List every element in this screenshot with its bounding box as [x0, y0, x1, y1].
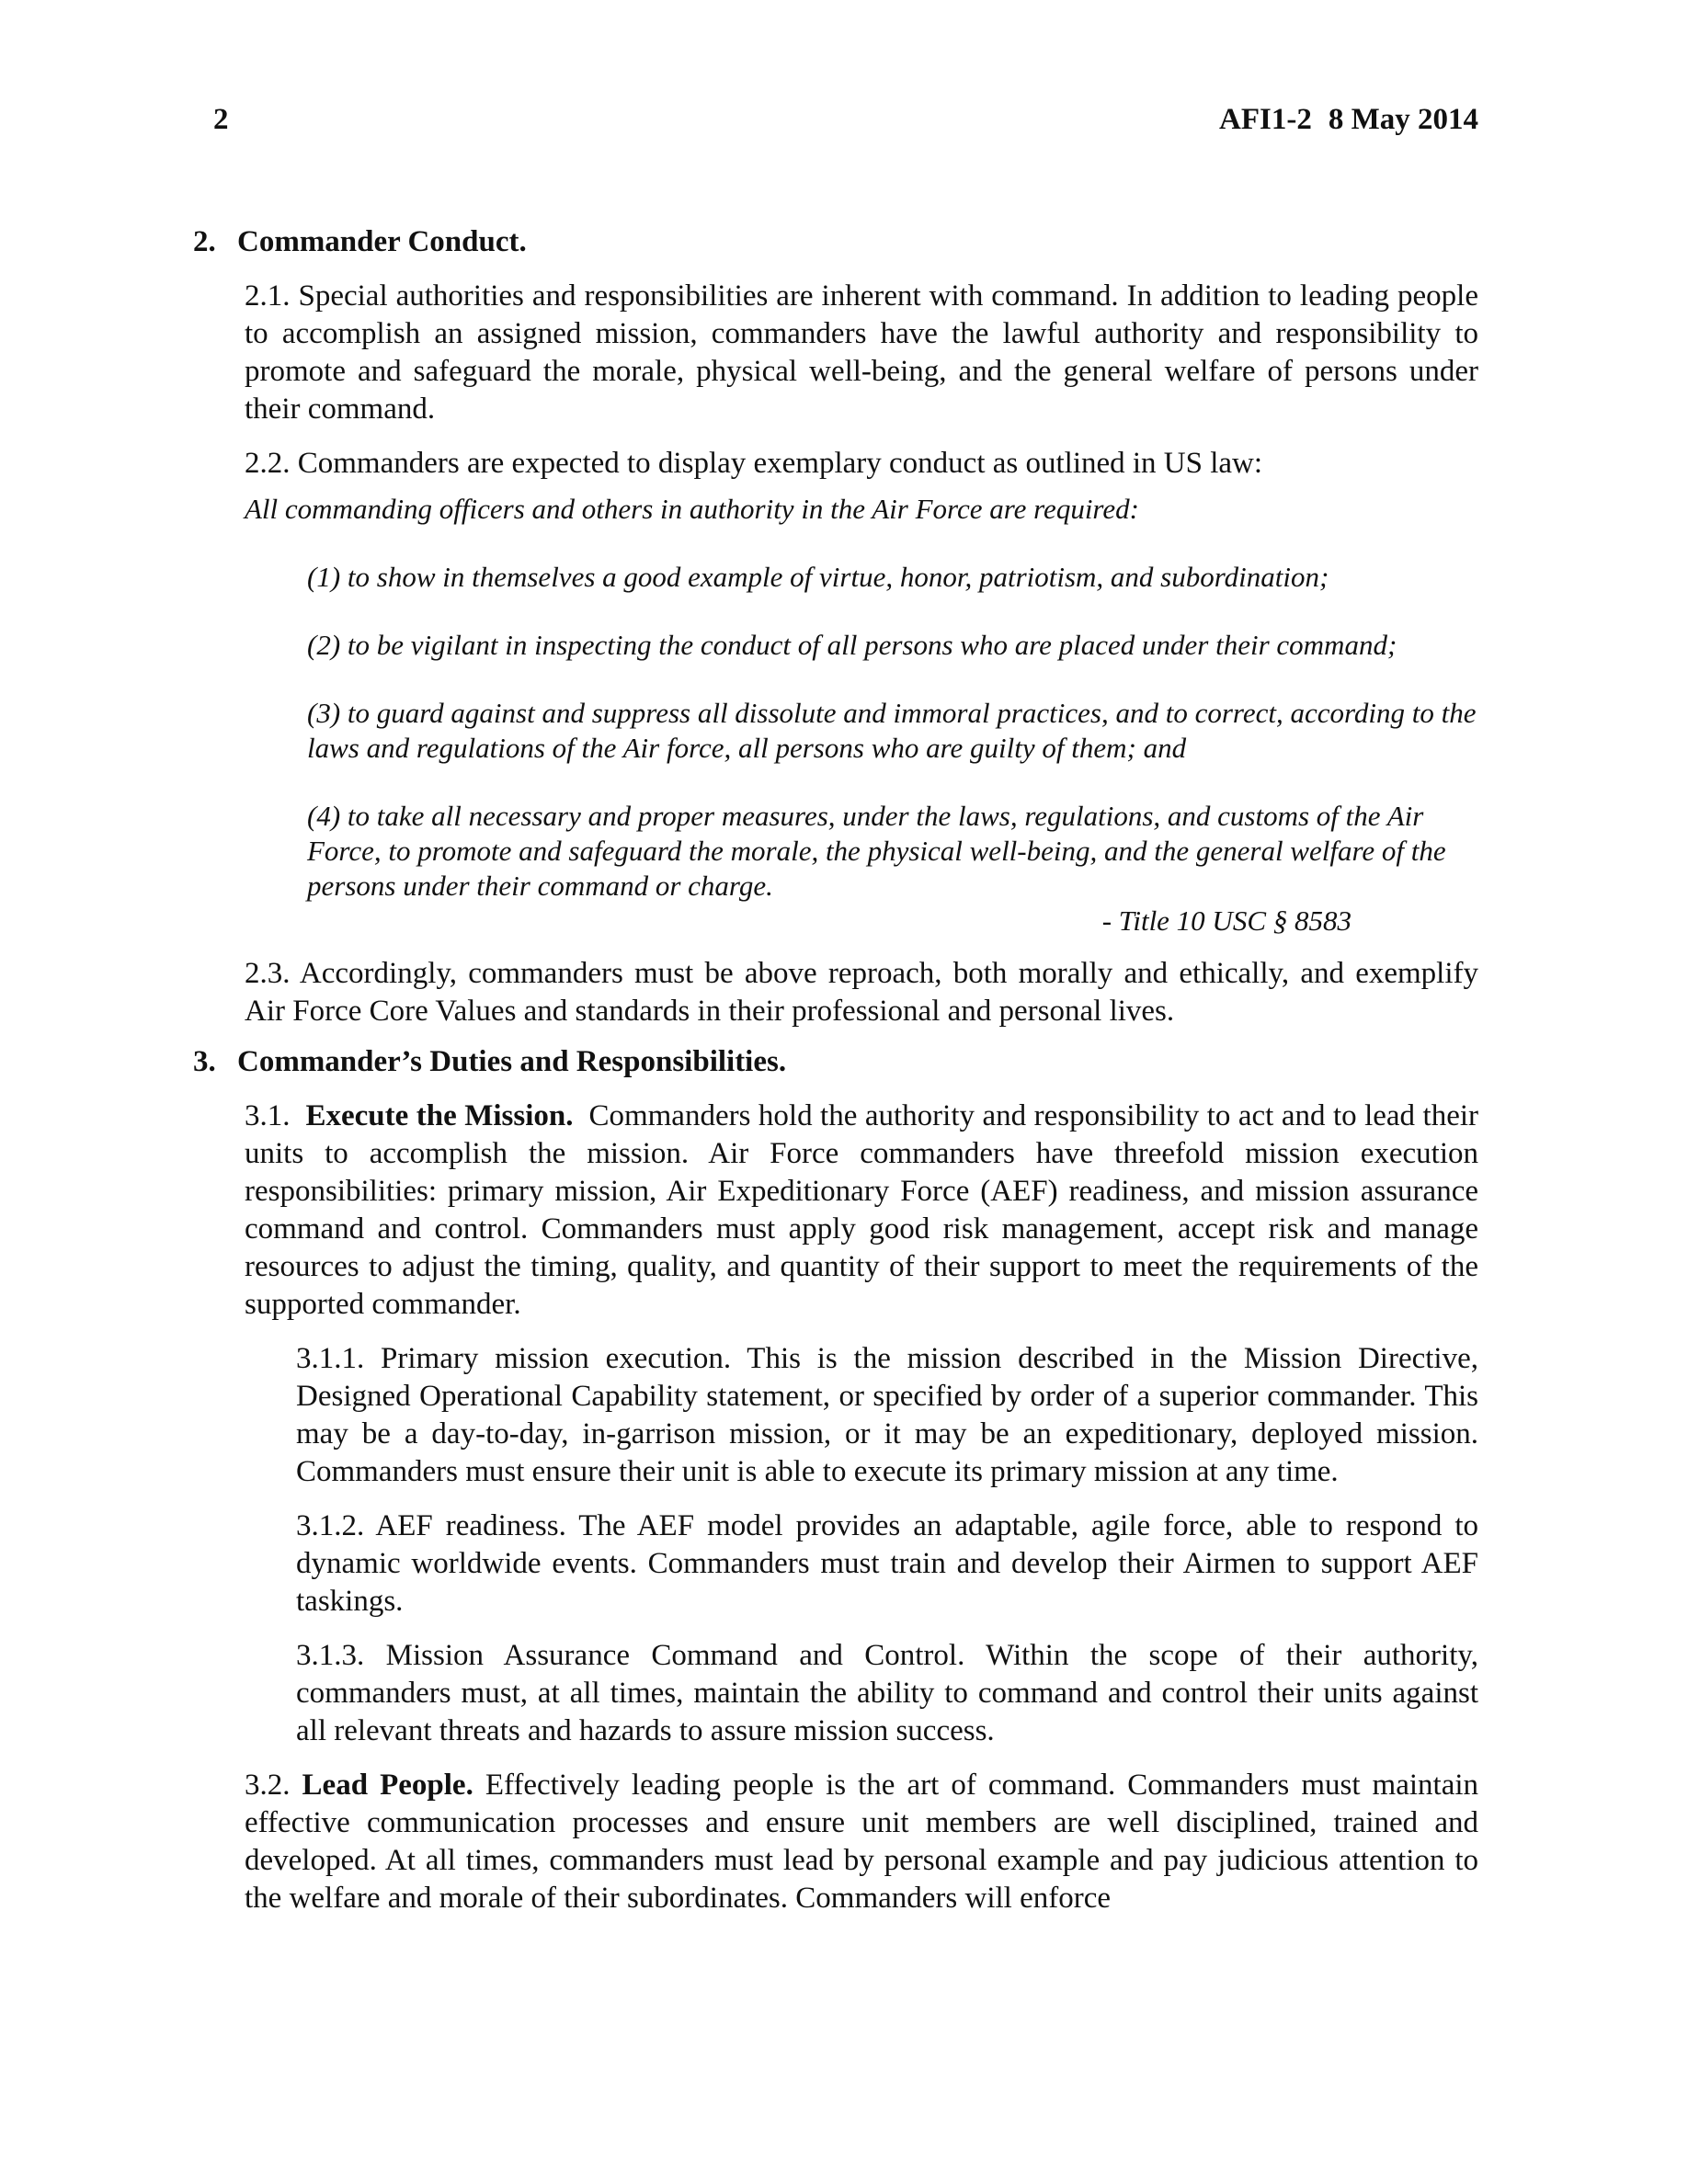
- section-3-heading: [193, 1043, 1478, 1081]
- paragraph-2-2: 2.2. Commanders are expected to display exemplary conduct as outlined in US law:: [245, 447, 1263, 480]
- paragraph-3-1-lead: Execute the Mission.: [305, 1099, 574, 1132]
- doc-id-text: AFI1-2: [1219, 103, 1312, 136]
- paragraph-3-1: [245, 1098, 1478, 1324]
- quote-item-1: (1) to show in themselves a good example of virtue, honor, patriotism, and subordination;: [307, 561, 1329, 593]
- paragraph-3-2-number: 3.2.: [245, 1769, 291, 1802]
- page-header: [213, 101, 1478, 139]
- paragraph-2-3: 2.3. Accordingly, commanders must be above reproach, both morally and ethically, and exemplify Air Force Core Values and standards in their professional and personal lives.: [245, 957, 1478, 1028]
- quote-item-3: (3) to guard against and suppress all dissolute and immoral practices, and to correct, according to the laws and regulations of the Air force, all persons who are guilty of them; and: [307, 697, 1477, 764]
- paragraph-3-2: [245, 1767, 1478, 1917]
- section-3-number: 3.: [193, 1045, 216, 1078]
- quote-item-2: (2) to be vigilant in inspecting the conduct of all persons who are placed under their command;: [307, 629, 1397, 661]
- doc-date-text: 8 May 2014: [1328, 103, 1478, 136]
- paragraph-3-1-2: 3.1.2. AEF readiness. The AEF model provides an adaptable, agile force, able to respond to dynamic worldwide events. Commanders must train and develop their Airmen to support AEF taskings.: [296, 1509, 1478, 1618]
- quote-item-4: (4) to take all necessary and proper measures, under the laws, regulations, and customs of the Air Force, to promote and safeguard the morale, the physical well-being, and the general welfare of the persons under their command or charge.: [307, 800, 1446, 902]
- paragraph-3-1-text: Commanders hold the authority and responsibility to act and to lead their units to accomplish the mission. Air Force commanders have threefold mission execution responsibilities: primary mission, Air Expeditionary Force (AEF) readiness, and mission assurance command and control. Commanders must apply good risk management, accept risk and manage resources to adjust the timing, quality, and quantity of their support to meet the requirements of the supported commander.: [245, 1099, 1479, 1321]
- paragraph-3-1-number: 3.1.: [245, 1099, 291, 1132]
- paragraph-3-2-lead: Lead People.: [302, 1769, 473, 1802]
- paragraph-3-1-3: 3.1.3. Mission Assurance Command and Control. Within the scope of their authority, commanders must, at all times, maintain the ability to command and control their units against all relevant threats and hazards to assure mission success.: [296, 1639, 1478, 1747]
- section-2-heading: [193, 223, 1478, 261]
- section-3-title: Commander’s Duties and Responsibilities.: [237, 1045, 787, 1078]
- paragraph-3-2-text: Effectively leading people is the art of command. Commanders must maintain effective communication processes and ensure unit members are well disciplined, trained and developed. At all times, commanders must lead by personal example and pay judicious attention to the welfare and morale of their subordinates. Commanders will enforce: [245, 1769, 1479, 1915]
- paragraph-3-1-1: 3.1.1. Primary mission execution. This is the mission described in the Mission Directive, Designed Operational Capability statement, or specified by order of a superior commander. This may be a day-to-day, in-garrison mission, or it may be an expeditionary, deployed mission. Commanders must ensure their unit is able to execute its primary mission at any time.: [296, 1342, 1478, 1488]
- paragraph-2-1: 2.1. Special authorities and responsibilities are inherent with command. In addition to leading people to accomplish an assigned mission, commanders have the lawful authority and responsibility to promote and safeguard the morale, physical well-being, and the general welfare of persons under their command.: [245, 279, 1478, 426]
- section-2-number: 2.: [193, 225, 216, 258]
- document-id: [1219, 101, 1478, 139]
- quote-intro: All commanding officers and others in authority in the Air Force are required:: [245, 493, 1139, 525]
- quote-citation: - Title 10 USC § 8583: [1101, 904, 1352, 937]
- page-number: 2: [213, 103, 229, 136]
- section-2-title: Commander Conduct.: [237, 225, 527, 258]
